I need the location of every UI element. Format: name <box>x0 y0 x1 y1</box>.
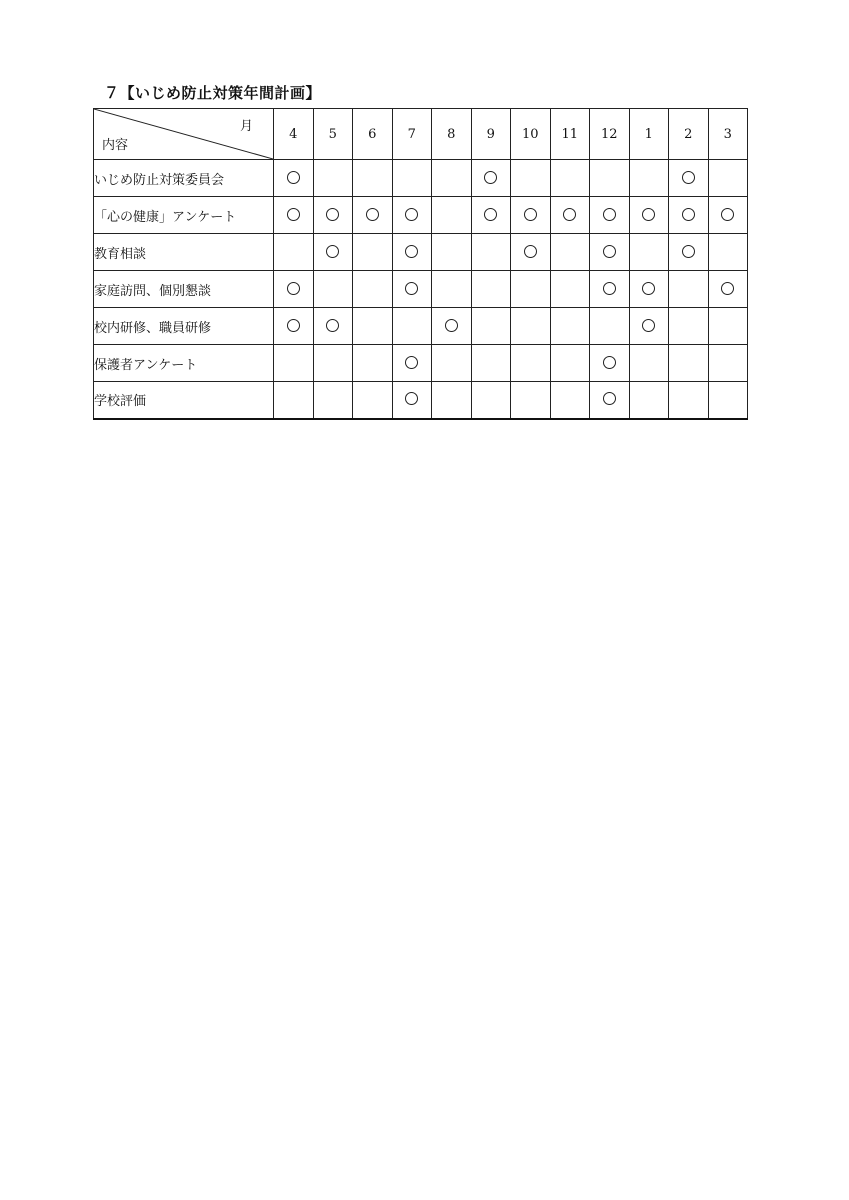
row-label: 家庭訪問、個別懇談 <box>94 271 274 308</box>
schedule-cell <box>669 382 709 419</box>
schedule-cell <box>708 234 748 271</box>
schedule-cell <box>708 382 748 419</box>
scheduled-mark-icon <box>366 208 379 221</box>
schedule-cell <box>392 197 432 234</box>
schedule-cell <box>432 271 472 308</box>
schedule-cell <box>550 271 590 308</box>
month-header: 11 <box>550 109 590 160</box>
scheduled-mark-icon <box>484 208 497 221</box>
schedule-cell <box>590 308 630 345</box>
schedule-cell <box>669 234 709 271</box>
schedule-cell <box>590 160 630 197</box>
schedule-cell <box>669 197 709 234</box>
corner-month-label: 月 <box>239 119 253 134</box>
row-label: いじめ防止対策委員会 <box>94 160 274 197</box>
schedule-cell <box>392 160 432 197</box>
month-header: 10 <box>511 109 551 160</box>
row-label: 学校評価 <box>94 382 274 419</box>
schedule-cell <box>550 160 590 197</box>
scheduled-mark-icon <box>484 171 497 184</box>
schedule-cell <box>471 271 511 308</box>
table-row <box>94 271 748 308</box>
schedule-cell <box>392 382 432 419</box>
row-label: 保護者アンケート <box>94 345 274 382</box>
table-row <box>94 160 748 197</box>
scheduled-mark-icon <box>287 208 300 221</box>
month-header: 5 <box>313 109 353 160</box>
month-header: 6 <box>353 109 393 160</box>
corner-content-label: 内容 <box>102 138 129 153</box>
scheduled-mark-icon <box>405 208 418 221</box>
schedule-cell <box>550 234 590 271</box>
month-header: 3 <box>708 109 748 160</box>
scheduled-mark-icon <box>721 208 734 221</box>
schedule-cell <box>313 234 353 271</box>
schedule-cell <box>629 382 669 419</box>
schedule-cell <box>708 197 748 234</box>
schedule-cell <box>629 160 669 197</box>
table-row <box>94 382 748 419</box>
schedule-cell <box>471 197 511 234</box>
table-header-row <box>94 109 748 160</box>
schedule-cell <box>511 308 551 345</box>
schedule-cell <box>511 197 551 234</box>
month-header: 8 <box>432 109 472 160</box>
schedule-cell <box>550 345 590 382</box>
schedule-cell <box>432 197 472 234</box>
schedule-cell <box>313 382 353 419</box>
schedule-cell <box>353 382 393 419</box>
schedule-cell <box>629 308 669 345</box>
schedule-cell <box>629 271 669 308</box>
schedule-cell <box>392 271 432 308</box>
scheduled-mark-icon <box>642 208 655 221</box>
schedule-cell <box>511 160 551 197</box>
schedule-cell <box>432 345 472 382</box>
scheduled-mark-icon <box>642 319 655 332</box>
schedule-cell <box>274 345 314 382</box>
schedule-cell <box>590 382 630 419</box>
row-label: 校内研修、職員研修 <box>94 308 274 345</box>
schedule-cell <box>392 234 432 271</box>
scheduled-mark-icon <box>405 356 418 369</box>
scheduled-mark-icon <box>405 245 418 258</box>
schedule-cell <box>274 197 314 234</box>
table-body <box>94 160 748 419</box>
schedule-cell <box>669 308 709 345</box>
schedule-cell <box>432 234 472 271</box>
table-row <box>94 308 748 345</box>
schedule-cell <box>669 271 709 308</box>
month-header: 1 <box>629 109 669 160</box>
schedule-cell <box>550 382 590 419</box>
scheduled-mark-icon <box>287 171 300 184</box>
schedule-cell <box>550 197 590 234</box>
row-label: 教育相談 <box>94 234 274 271</box>
month-header: 7 <box>392 109 432 160</box>
schedule-cell <box>353 308 393 345</box>
schedule-cell <box>590 197 630 234</box>
schedule-cell <box>432 382 472 419</box>
annual-plan-table <box>93 108 748 420</box>
scheduled-mark-icon <box>721 282 734 295</box>
scheduled-mark-icon <box>405 392 418 405</box>
table-row <box>94 345 748 382</box>
row-label: 「心の健康」アンケート <box>94 197 274 234</box>
scheduled-mark-icon <box>563 208 576 221</box>
schedule-cell <box>274 308 314 345</box>
schedule-cell <box>669 345 709 382</box>
scheduled-mark-icon <box>603 356 616 369</box>
month-header: 2 <box>669 109 709 160</box>
scheduled-mark-icon <box>287 282 300 295</box>
schedule-cell <box>392 308 432 345</box>
month-header: 12 <box>590 109 630 160</box>
corner-header-cell <box>94 109 274 160</box>
schedule-cell <box>471 308 511 345</box>
schedule-cell <box>313 308 353 345</box>
schedule-cell <box>708 160 748 197</box>
scheduled-mark-icon <box>682 245 695 258</box>
scheduled-mark-icon <box>524 245 537 258</box>
schedule-cell <box>313 160 353 197</box>
schedule-cell <box>708 308 748 345</box>
month-header: 4 <box>274 109 314 160</box>
schedule-cell <box>708 345 748 382</box>
schedule-cell <box>471 160 511 197</box>
schedule-cell <box>353 160 393 197</box>
schedule-cell <box>274 382 314 419</box>
scheduled-mark-icon <box>326 245 339 258</box>
schedule-cell <box>471 234 511 271</box>
scheduled-mark-icon <box>603 208 616 221</box>
schedule-cell <box>471 345 511 382</box>
schedule-cell <box>629 197 669 234</box>
scheduled-mark-icon <box>445 319 458 332</box>
month-header: 9 <box>471 109 511 160</box>
scheduled-mark-icon <box>642 282 655 295</box>
section-title: ７【いじめ防止対策年間計画】 <box>104 84 322 102</box>
schedule-cell <box>432 308 472 345</box>
schedule-cell <box>669 160 709 197</box>
scheduled-mark-icon <box>326 319 339 332</box>
schedule-cell <box>432 160 472 197</box>
schedule-cell <box>353 234 393 271</box>
schedule-cell <box>274 160 314 197</box>
schedule-cell <box>471 382 511 419</box>
schedule-cell <box>629 234 669 271</box>
scheduled-mark-icon <box>682 171 695 184</box>
scheduled-mark-icon <box>524 208 537 221</box>
scheduled-mark-icon <box>682 208 695 221</box>
scheduled-mark-icon <box>603 282 616 295</box>
schedule-cell <box>313 271 353 308</box>
schedule-cell <box>629 345 669 382</box>
scheduled-mark-icon <box>603 245 616 258</box>
scheduled-mark-icon <box>603 392 616 405</box>
schedule-cell <box>353 197 393 234</box>
table-row <box>94 234 748 271</box>
schedule-cell <box>274 271 314 308</box>
schedule-cell <box>590 271 630 308</box>
schedule-cell <box>511 234 551 271</box>
table-row <box>94 197 748 234</box>
schedule-cell <box>313 345 353 382</box>
schedule-cell <box>511 382 551 419</box>
schedule-cell <box>511 345 551 382</box>
schedule-cell <box>274 234 314 271</box>
schedule-cell <box>708 271 748 308</box>
schedule-cell <box>550 308 590 345</box>
schedule-cell <box>313 197 353 234</box>
schedule-cell <box>590 345 630 382</box>
schedule-cell <box>590 234 630 271</box>
schedule-cell <box>353 271 393 308</box>
scheduled-mark-icon <box>287 319 300 332</box>
schedule-cell <box>511 271 551 308</box>
scheduled-mark-icon <box>326 208 339 221</box>
schedule-cell <box>353 345 393 382</box>
scheduled-mark-icon <box>405 282 418 295</box>
schedule-cell <box>392 345 432 382</box>
